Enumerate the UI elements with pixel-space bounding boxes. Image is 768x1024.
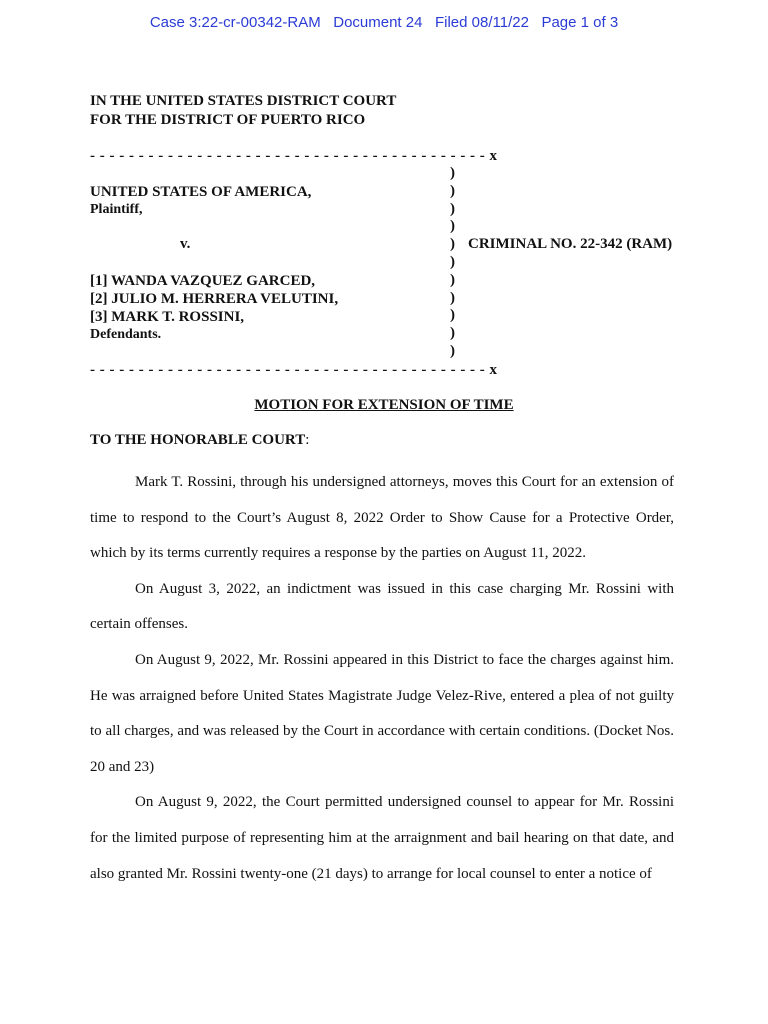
paragraph-counsel: On August 9, 2022, the Court permitted undersigned counsel to appear for Mr. Rossini for the limited purpose of representing him at the arraignment and bail hearing on that date, and also granted Mr. Rossini twenty-one (21 days) to arrange for local counsel to enter a notice of	[90, 794, 674, 882]
paragraph-extension-request: Mark T. Rossini, through his undersigned attorneys, moves this Court for an extension of time to respond to the Court’s August 8, 2022 Order to Show Cause for a Protective Order, which by its terms currently requires a response by the parties on August 11, 2022.	[90, 474, 674, 562]
plaintiff-block	[90, 183, 311, 219]
plaintiff-label: Plaintiff,	[90, 202, 143, 217]
caption-bottom-border: - - - - - - - - - - - - - - - - - - - - - - - - - - - - - - - - - - - - - - - - - x	[90, 362, 498, 378]
defendants-block	[90, 272, 338, 344]
caption-parenthesis-column	[450, 165, 455, 361]
motion-body	[90, 465, 674, 892]
caption-paren: )	[450, 325, 455, 342]
salutation-text: TO THE HONORABLE COURT	[90, 432, 306, 448]
caption-paren: )	[450, 165, 455, 181]
defendant-1: [1] WANDA VAZQUEZ GARCED,	[90, 273, 316, 289]
defendant-3: [3] MARK T. ROSSINI,	[90, 309, 245, 325]
paragraph-indictment: On August 3, 2022, an indictment was issued in this case charging Mr. Rossini with certain offenses.	[90, 580, 674, 633]
caption-paren: )	[450, 218, 455, 235]
criminal-number: CRIMINAL NO. 22-342 (RAM)	[468, 236, 673, 252]
document-number: Document 24	[333, 14, 423, 31]
caption-paren: )	[450, 200, 455, 217]
salutation	[90, 432, 309, 449]
versus: v.	[180, 236, 191, 252]
page-indicator: Page 1 of 3	[541, 14, 619, 31]
filed-date: Filed 08/11/22	[434, 14, 529, 31]
defendants-label: Defendants.	[90, 327, 162, 342]
caption-paren: )	[450, 253, 455, 270]
defendant-2: [2] JULIO M. HERRERA VELUTINI,	[90, 291, 339, 307]
caption-paren: )	[450, 271, 455, 288]
caption-paren: )	[450, 307, 455, 324]
caption-paren: )	[450, 182, 455, 199]
plaintiff-name: UNITED STATES OF AMERICA,	[90, 184, 312, 200]
paragraph-arraignment: On August 9, 2022, Mr. Rossini appeared in this District to face the charges against him. He was arraigned before United States Magistrate Judge Velez-Rive, entered a plea of not guilty to all charges, and was released by the Court in accordance with certain conditions. (Docket Nos. 20 and 23)	[90, 651, 674, 775]
caption-paren: )	[450, 236, 455, 253]
caption-paren: )	[450, 342, 455, 359]
ecf-header-stamp	[0, 14, 768, 31]
case-number: Case 3:22-cr-00342-RAM	[149, 14, 321, 31]
court-heading-line1: IN THE UNITED STATES DISTRICT COURT	[90, 93, 397, 109]
caption-top-border: - - - - - - - - - - - - - - - - - - - - - - - - - - - - - - - - - - - - - - - - - x	[90, 148, 498, 164]
motion-title: MOTION FOR EXTENSION OF TIME	[254, 397, 514, 413]
salutation-colon: :	[305, 432, 310, 448]
court-heading	[90, 92, 396, 130]
court-heading-line2: FOR THE DISTRICT OF PUERTO RICO	[90, 112, 366, 128]
caption-paren: )	[450, 289, 455, 306]
